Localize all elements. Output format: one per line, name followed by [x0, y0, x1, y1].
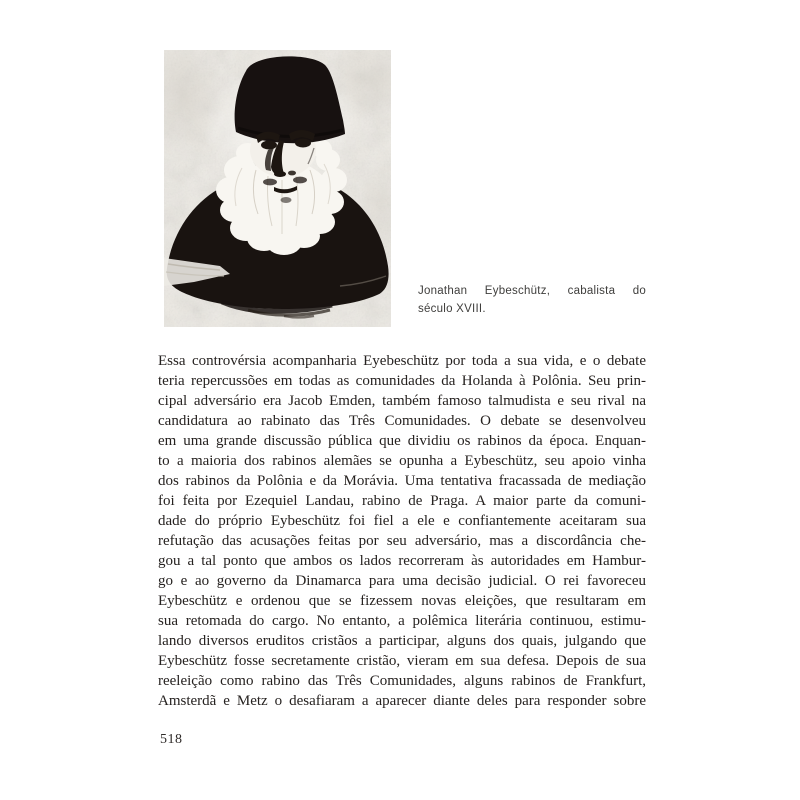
body-line: Amsterdã e Metz o desafiaram a aparecer diante deles para responder sobre: [158, 693, 646, 709]
body-line: Eybeschütz fosse secretamente cristão, vieram em sua defesa. Depois de sua: [158, 653, 646, 669]
body-line: cipal adversário era Jacob Emden, também famoso talmudista e seu rival na: [158, 393, 646, 409]
body-line: dade do próprio Eybeschütz foi fiel a ele e confiantemente aceitaram sua: [158, 513, 646, 529]
body-line: reeleição como rabino das Três Comunidades, alguns rabinos de Frankfurt,: [158, 673, 646, 689]
body-line: refutação das acusações feitas por seu adversário, mas a discordância che-: [158, 533, 646, 549]
figure-caption-line-2: século XVIII.: [418, 302, 486, 315]
page-number: 518: [160, 732, 183, 747]
figure-caption-line-1: Jonathan Eybeschütz, cabalista do: [418, 285, 646, 297]
body-line: teria repercussões em todas as comunidades da Holanda à Polônia. Seu prin-: [158, 373, 646, 389]
body-line: lando diversos eruditos cristãos a participar, alguns dos quais, julgando que: [158, 633, 646, 649]
body-text: [158, 351, 646, 711]
portrait-svg: [164, 50, 391, 327]
body-line: dos rabinos da Polônia e da Morávia. Uma tentativa fracassada de mediação: [158, 473, 646, 489]
body-line: go e ao governo da Dinamarca para uma decisão judicial. O rei favoreceu: [158, 573, 646, 589]
body-line: Eybeschütz e ordenou que se fizessem novas eleições, que resultaram em: [158, 593, 646, 609]
body-line: candidatura ao rabinato das Três Comunidades. O debate se desenvolveu: [158, 413, 646, 429]
figure-caption: [418, 283, 646, 318]
body-line: to a maioria dos rabinos alemães se opunha a Eybeschütz, seu apoio vinha: [158, 453, 646, 469]
body-line: gou a tal ponto que ambos os lados recorreram às autoridades em Hambur-: [158, 553, 646, 569]
portrait-image: [164, 50, 391, 327]
body-line: em uma grande discussão pública que dividiu os rabinos da época. Enquan-: [158, 433, 646, 449]
body-line: Essa controvérsia acompanharia Eyebeschütz por toda a sua vida, e o debate: [158, 353, 646, 369]
body-line: sua retomada do cargo. No entanto, a polêmica literária continuou, estimu-: [158, 613, 646, 629]
body-line: foi feita por Ezequiel Landau, rabino de Praga. A maior parte da comuni-: [158, 493, 646, 509]
